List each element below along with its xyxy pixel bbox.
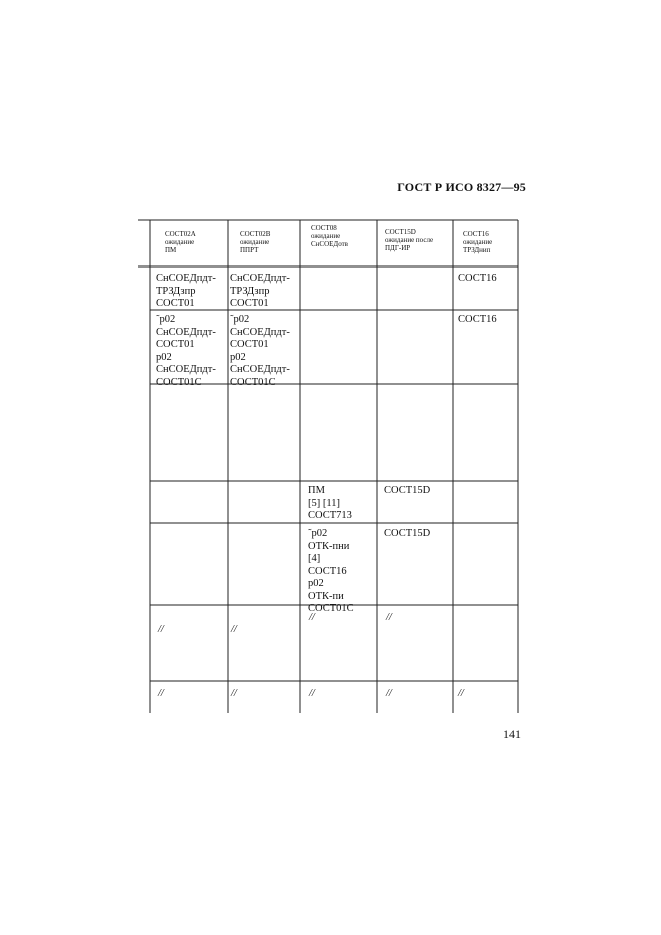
table-cell-r4-c3: ПМ [5] [11] СОСТ713 <box>308 485 352 521</box>
column-header-sost15d: СОСТ15D ожидание после ПДГ-ИР <box>385 228 434 252</box>
table-cell-r7-c2: // <box>231 688 237 699</box>
table-cell-r6-c2: // <box>231 624 237 635</box>
page-header: ГОСТ Р ИСО 8327—95 <box>397 180 526 194</box>
column-header-sost02a: СОСТ02А ожидание ПМ <box>165 230 196 254</box>
column-header-sost08: СОСТ08 ожидание СнСОЕДотв <box>311 224 348 248</box>
page-number: 141 <box>503 727 521 741</box>
column-header-sost02b: СОСТ02В ожидание ППРТ <box>240 230 271 254</box>
table-cell-r6-c1: // <box>158 624 164 635</box>
table-cell-r7-c4: // <box>386 688 392 699</box>
table-cell-r7-c5: // <box>458 688 464 699</box>
table-cell-r5-c4: СОСТ15D <box>384 528 431 539</box>
column-header-sost16: СОСТ16 ожидание ТРЗДнип <box>463 230 493 254</box>
table-cell-r4-c4: СОСТ15D <box>384 485 431 496</box>
table-cell-r1-c2: СнСОЕДпдт- ТРЗДзпр СОСТ01 <box>230 273 290 309</box>
table-cell-r1-c5: СОСТ16 <box>458 273 497 284</box>
table-cell-r7-c1: // <box>158 688 164 699</box>
table-cell-r6-c3: // <box>309 612 315 623</box>
table-cell-r1-c1: СнСОЕДпдт- ТРЗДзпр СОСТ01 <box>156 273 216 309</box>
table-cell-r7-c3: // <box>309 688 315 699</box>
table-cell-r2-c5: СОСТ16 <box>458 314 497 325</box>
table-cell-r2-c2: ˜р02 СнСОЕДпдт- СОСТ01 р02 СнСОЕДпдт- СОСТ01С <box>230 314 290 388</box>
table-cell-r2-c1: ˜р02 СнСОЕДпдт- СОСТ01 р02 СнСОЕДпдт- СОСТ01С <box>156 314 216 388</box>
table-cell-r6-c4: // <box>386 612 392 623</box>
table-cell-r5-c3: ˜р02 ОТК-пни [4] СОСТ16 р02 ОТК-пи СОСТ01С <box>308 528 354 614</box>
